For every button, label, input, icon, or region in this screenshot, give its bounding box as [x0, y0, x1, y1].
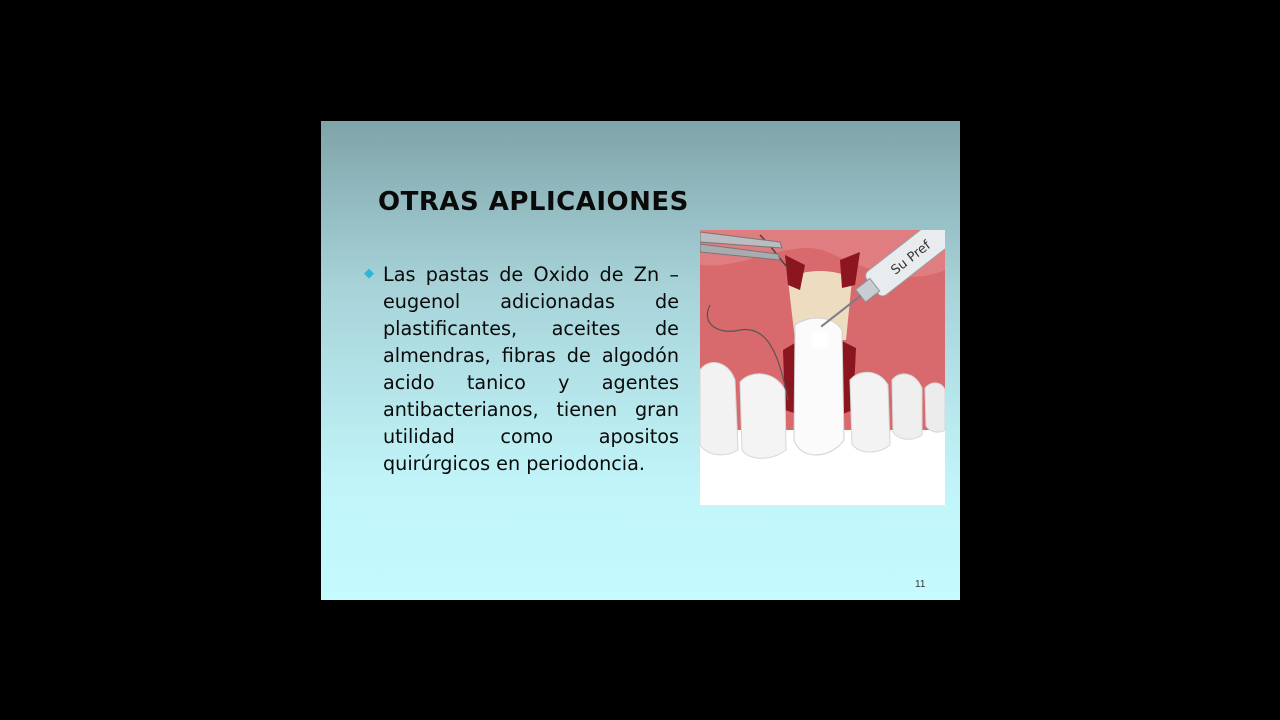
- syringe-label: Su Pref: [888, 238, 934, 279]
- dental-illustration: [700, 230, 945, 505]
- page-number: 11: [915, 579, 926, 590]
- slide-title: OTRAS APLICAIONES: [378, 187, 689, 217]
- bullet-diamond-icon: ◆: [364, 266, 374, 281]
- dental-procedure-illustration-icon: [700, 230, 945, 505]
- slide: [321, 121, 960, 600]
- bullet-text: Las pastas de Oxido de Zn – eugenol adicionadas de plastificantes, aceites de almendras, fibras de algodón acido tanico y agentes antibacterianos, tienen gran utilidad como apositos quirúrgicos en periodoncia.: [383, 263, 679, 475]
